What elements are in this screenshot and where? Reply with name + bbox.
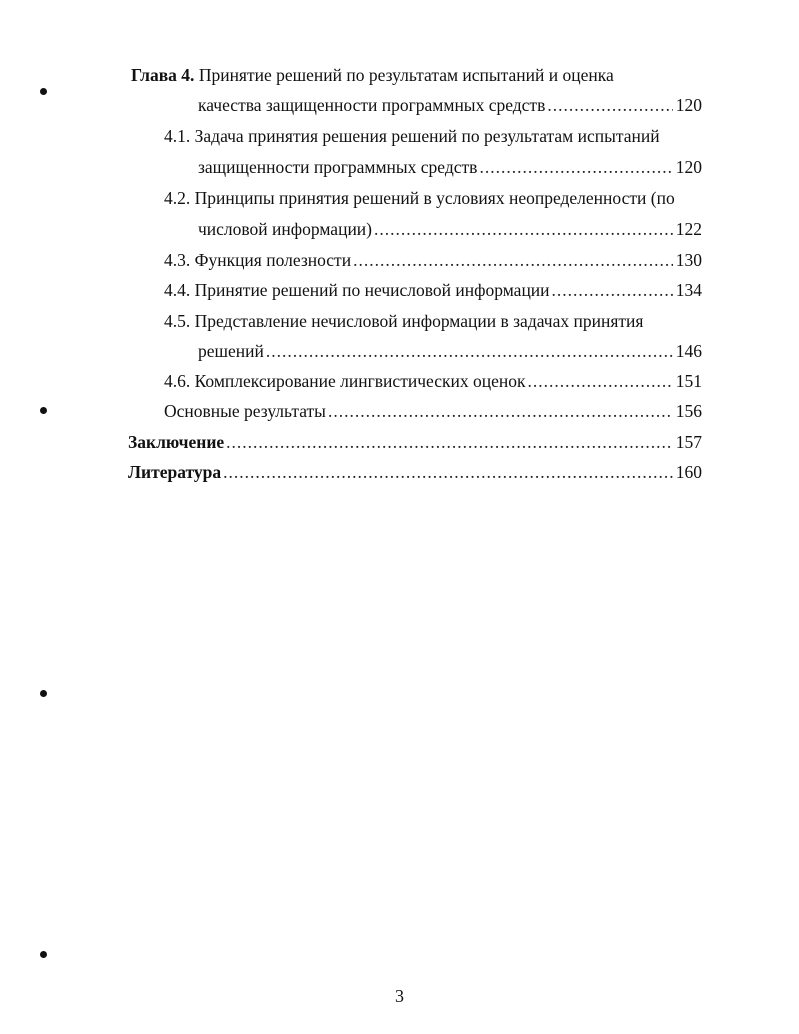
heading-title: Заключение [128, 432, 225, 452]
section-title: 4.3. Функция полезности [164, 250, 352, 270]
margin-dot [40, 407, 47, 414]
toc-section-4-4 [164, 279, 702, 301]
page-ref: 146 [675, 341, 702, 361]
toc-section-4-2-line2 [198, 218, 702, 240]
chapter-label: Глава 4. [131, 65, 195, 85]
leader-dots [226, 431, 673, 453]
leader-dots [353, 249, 673, 271]
toc-section-4-2-line1 [164, 187, 675, 209]
toc-section-4-1-line1 [164, 125, 660, 147]
toc-chapter4-line1 [131, 64, 614, 86]
section-title-cont: решений [198, 341, 264, 361]
toc-section-4-1-line2 [198, 156, 702, 178]
section-title-cont: защищенности программных средств [198, 157, 478, 177]
toc-chapter4-line2 [198, 94, 702, 116]
page-ref: 157 [675, 432, 702, 452]
leader-dots [223, 461, 673, 483]
page-ref: 120 [675, 157, 702, 177]
section-title-cont: числовой информации) [198, 219, 373, 239]
section-title: 4.6. Комплексирование лингвистических оценок [164, 371, 526, 391]
leader-dots [479, 156, 672, 178]
chapter-title-cont: качества защищенности программных средств [198, 95, 546, 115]
page-ref: 130 [675, 250, 702, 270]
section-title: 4.1. Задача принятия решения решений по результатам испытаний [164, 126, 660, 146]
section-title: 4.2. Принципы принятия решений в условиях неопределенности (по [164, 188, 675, 208]
margin-dot [40, 690, 47, 697]
section-title: 4.4. Принятие решений по нечисловой информации [164, 280, 550, 300]
page-ref: 120 [675, 95, 702, 115]
leader-dots [266, 340, 673, 362]
margin-dot [40, 951, 47, 958]
leader-dots [552, 279, 673, 301]
toc-section-4-3 [164, 249, 702, 271]
toc-main-results [164, 400, 702, 422]
leader-dots [527, 370, 672, 392]
margin-dot [40, 88, 47, 95]
toc-conclusion [128, 431, 702, 453]
toc-section-4-5-line1 [164, 310, 643, 332]
leader-dots [374, 218, 673, 240]
page-ref: 122 [675, 219, 702, 239]
section-title: 4.5. Представление нечисловой информации в задачах принятия [164, 311, 644, 331]
section-title: Основные результаты [164, 401, 326, 421]
toc-section-4-5-line2 [198, 340, 702, 362]
leader-dots [547, 94, 672, 116]
chapter-title: Принятие решений по результатам испытаний и оценка [198, 65, 614, 85]
leader-dots [328, 400, 673, 422]
page-ref: 134 [675, 280, 702, 300]
page-ref: 151 [675, 371, 702, 391]
page-ref: 160 [675, 462, 702, 482]
toc-section-4-6 [164, 370, 702, 392]
heading-title: Литература [128, 462, 222, 482]
page-ref: 156 [675, 401, 702, 421]
page-number: 3 [395, 986, 404, 1006]
toc-literature [128, 461, 702, 483]
